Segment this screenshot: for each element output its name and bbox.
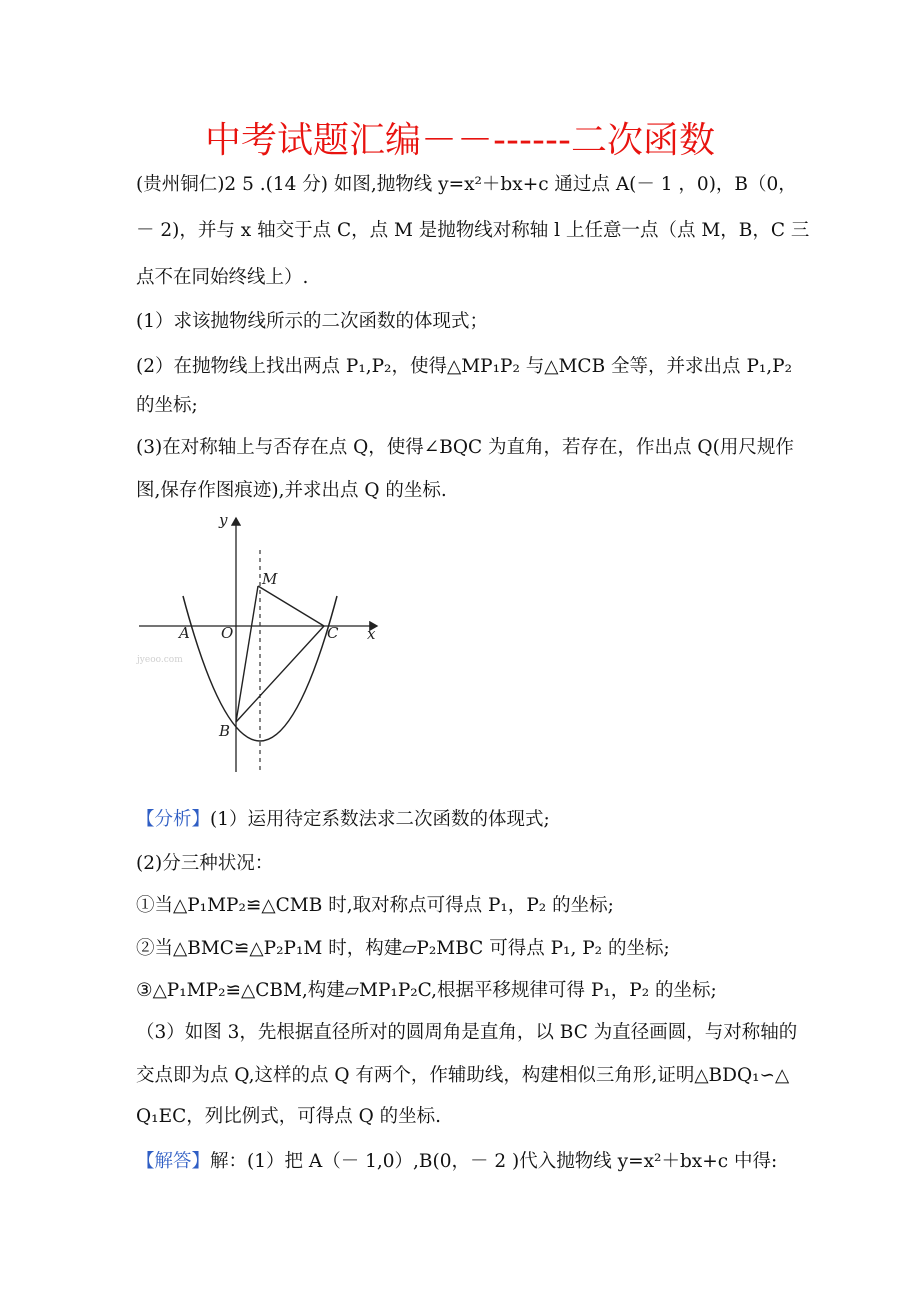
analysis-line-2: (2)分三种状况： <box>136 853 274 874</box>
problem-line-1: (贵州铜仁)2 5 .(14 分) 如图,抛物线 y=x²＋bx+c 通过点 A(－ 1 ，0)，B（0， <box>136 174 797 195</box>
question-2-line-2: 的坐标; <box>136 395 198 416</box>
problem-line-3: 点不在同始终线上）. <box>136 267 309 288</box>
question-3-line-2: 图,保存作图痕迹),并求出点 Q 的坐标. <box>136 480 447 501</box>
label-a: A <box>179 624 190 642</box>
analysis-text-1: (1）运用待定系数法求二次函数的体现式; <box>210 809 550 830</box>
analysis-line-5: ③△P₁MP₂≌△CBM,构建▱MP₁P₂C,根据平移规律可得 P₁，P₂ 的坐标; <box>136 980 717 1001</box>
segment-mc <box>258 586 324 626</box>
analysis-tag: 【分析】 <box>136 809 211 830</box>
label-x: x <box>367 625 376 643</box>
analysis-line-3: ①当△P₁MP₂≌△CMB 时,取对称点可得点 P₁，P₂ 的坐标; <box>136 895 614 916</box>
analysis-line-4: ②当△BMC≌△P₂P₁M 时，构建▱P₂MBC 可得点 P₁, P₂ 的坐标; <box>136 938 670 959</box>
label-y: y <box>219 511 228 529</box>
label-c: C <box>327 624 339 642</box>
label-b: B <box>219 722 231 740</box>
question-1: (1）求该抛物线所示的二次函数的体现式； <box>136 311 488 332</box>
answer-tag: 【解答】 <box>136 1151 211 1172</box>
watermark: jyeoo.com <box>137 655 183 665</box>
answer-line-1 <box>136 1150 777 1174</box>
analysis-line-6: （3）如图 3，先根据直径所对的圆周角是直角，以 BC 为直径画圆，与对称轴的 <box>136 1022 798 1043</box>
question-3-line-1: (3)在对称轴上与否存在点 Q，使得∠BQC 为直角，若存在，作出点 Q(用尺规作 <box>136 437 794 458</box>
parabola-figure <box>135 510 395 775</box>
analysis-line-7: 交点即为点 Q,这样的点 Q 有两个，作辅助线，构建相似三角形,证明△BDQ₁∽△ <box>136 1065 790 1086</box>
page-title: 中考试题汇编－－------二次函数 <box>205 120 715 161</box>
analysis-line-1 <box>136 808 550 832</box>
label-m: M <box>262 570 278 588</box>
problem-line-2: － 2)，并与 x 轴交于点 C，点 M 是抛物线对称轴 l 上任意一点（点 M，B，C 三 <box>136 220 810 241</box>
analysis-line-8: Q₁EC，列比例式，可得点 Q 的坐标. <box>136 1106 442 1127</box>
answer-text-1: 解：(1）把 A（－ 1,0）,B(0，－ 2 )代入抛物线 y=x²＋bx+c 中得: <box>210 1151 778 1172</box>
label-o: O <box>221 624 234 642</box>
question-2-line-1: (2）在抛物线上找出两点 P₁,P₂，使得△MP₁P₂ 与△MCB 全等，并求出点 P₁,P₂ <box>136 356 793 377</box>
